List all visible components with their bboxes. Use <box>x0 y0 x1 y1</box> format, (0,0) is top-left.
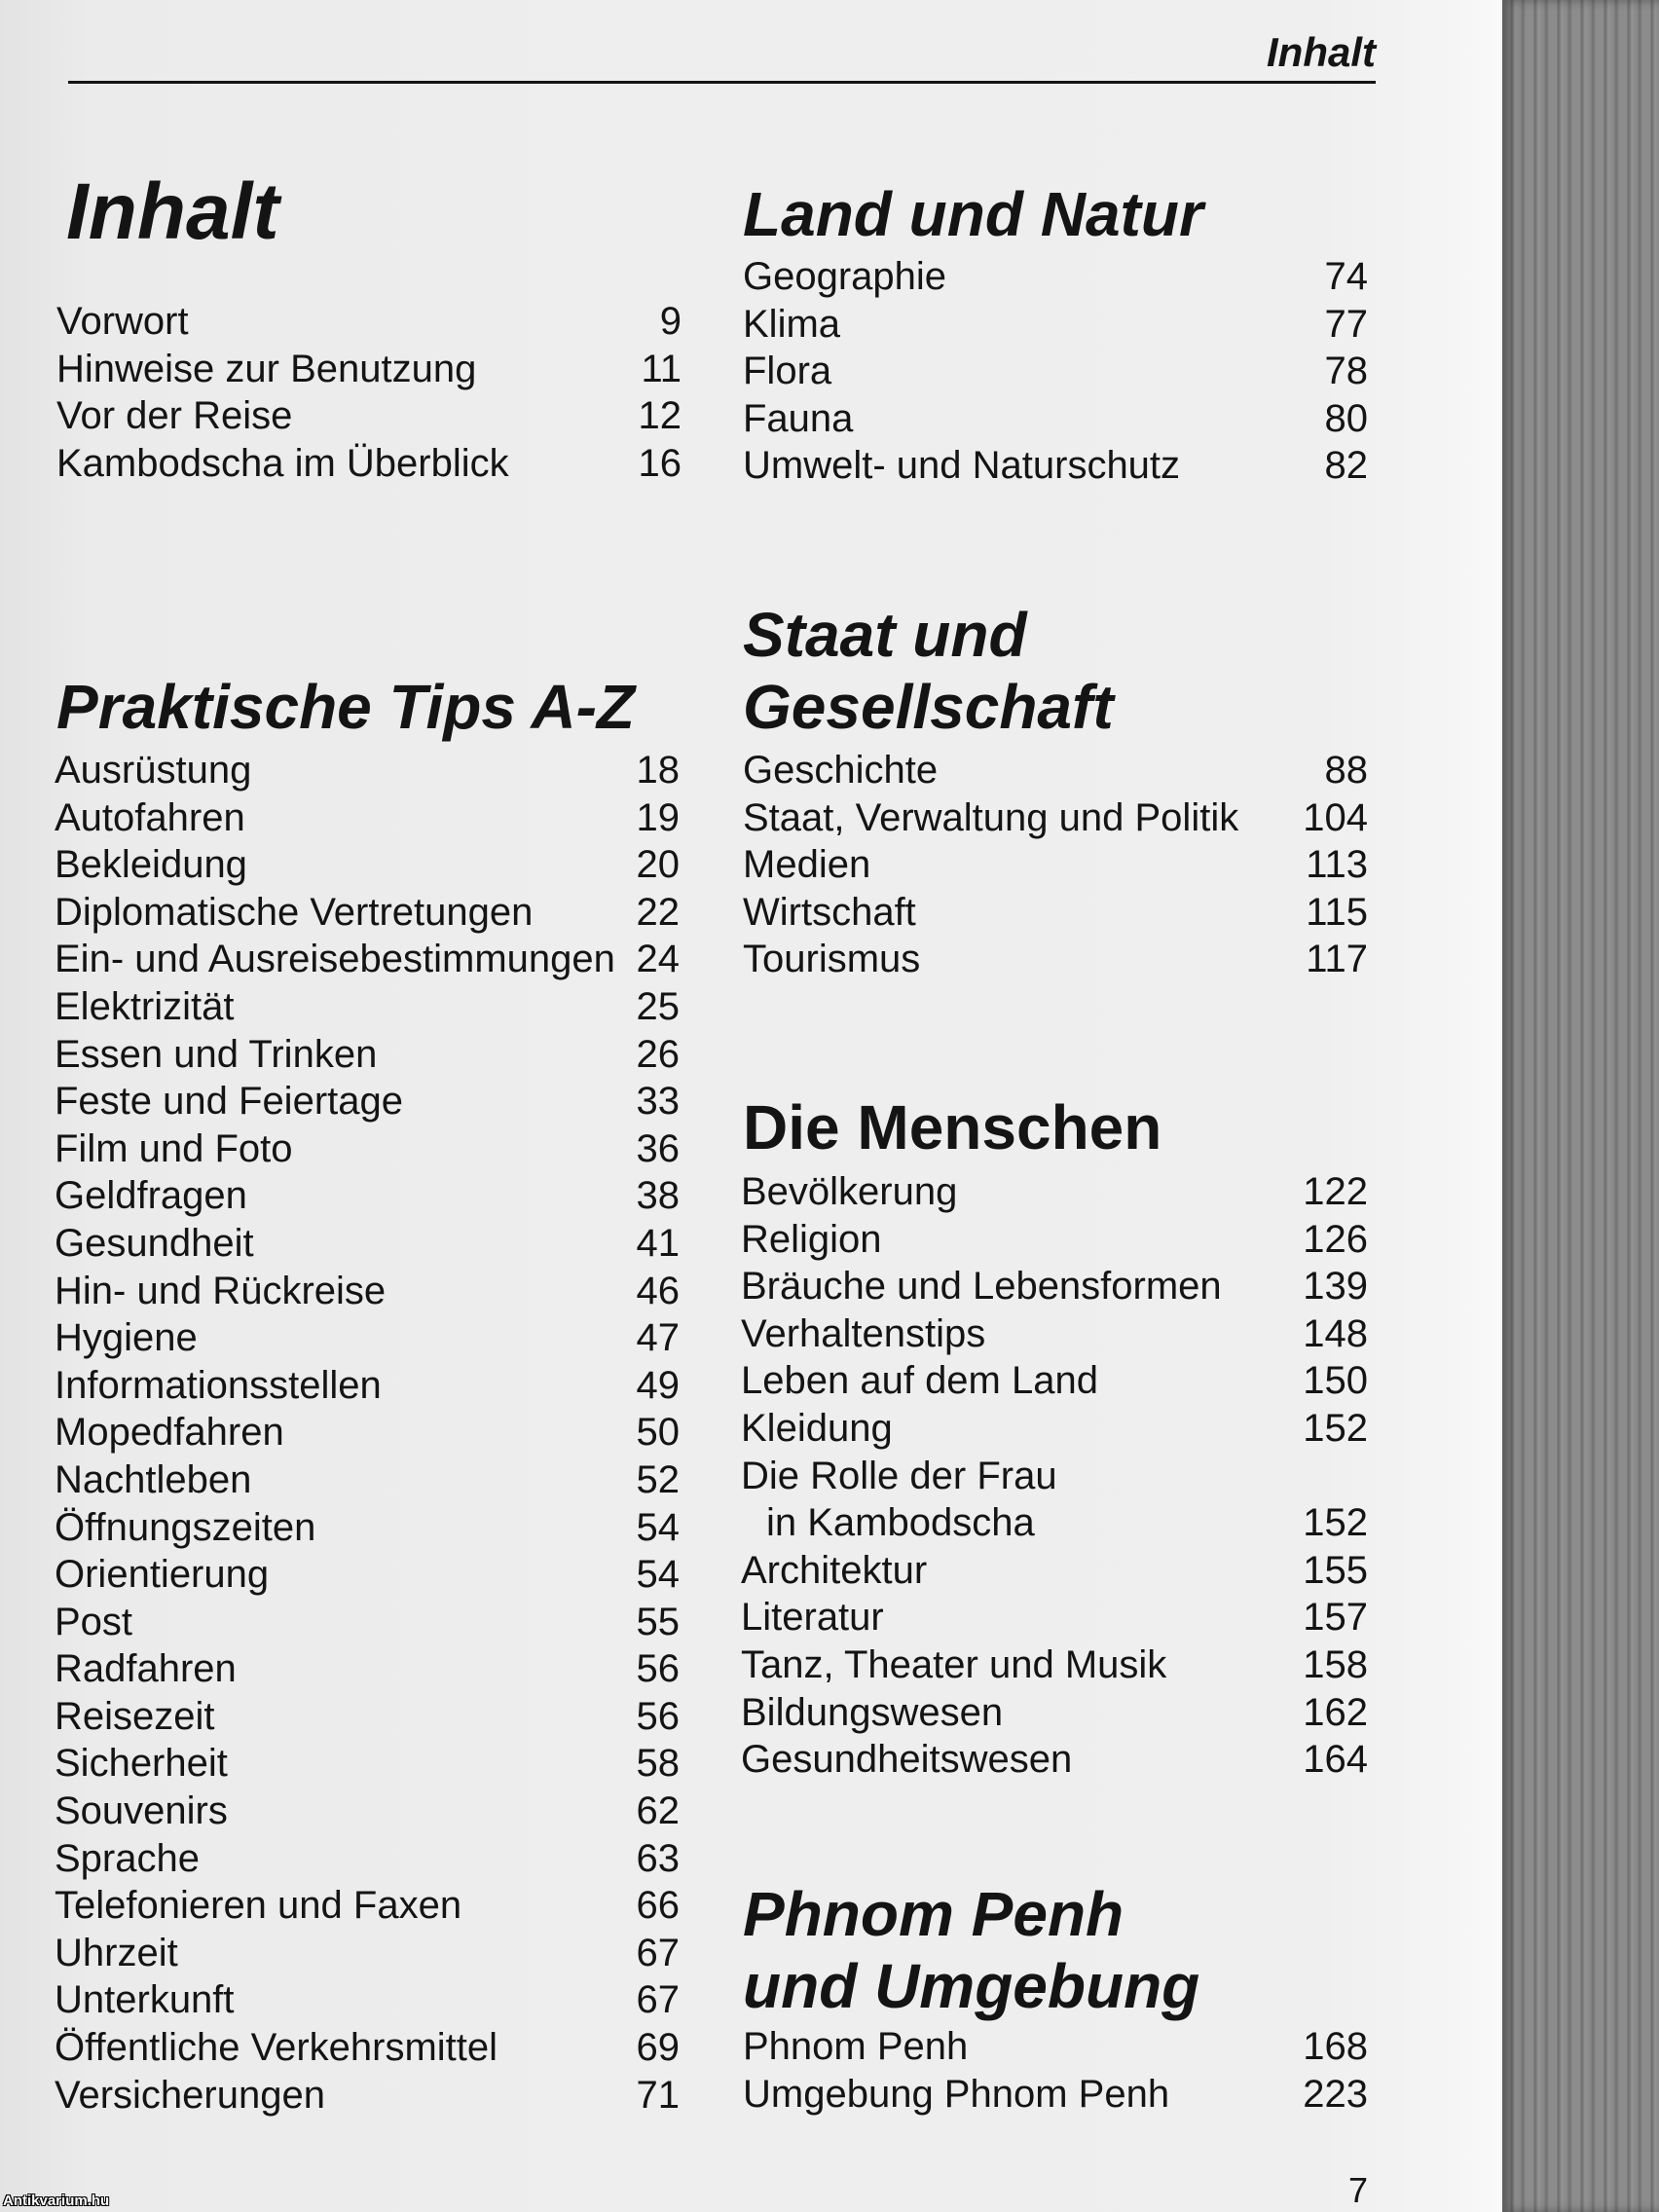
entry-page: 71 <box>636 2073 680 2117</box>
entry-title: Hygiene <box>55 1316 198 1360</box>
entry-title: Geographie <box>743 255 947 298</box>
entry-title: Bräuche und Lebensformen <box>741 1265 1222 1309</box>
entry-page: 113 <box>1306 843 1368 887</box>
entry-page: 157 <box>1303 1596 1368 1640</box>
entry-page: 46 <box>636 1269 680 1312</box>
toc-entry <box>743 2071 1368 2119</box>
entry-title: Die Rolle der Frau <box>741 1454 1057 1497</box>
toc-entry <box>55 1456 680 1504</box>
toc-entry <box>55 1599 680 1646</box>
toc-entry <box>741 1547 1368 1595</box>
entry-title: Fauna <box>743 396 854 440</box>
entry-title: Sprache <box>55 1836 200 1880</box>
toc-entry <box>56 440 682 488</box>
entry-page: 62 <box>636 1789 680 1833</box>
entry-page: 67 <box>636 1931 680 1974</box>
toc-entry <box>55 936 680 983</box>
entry-title: Gesundheitswesen <box>741 1738 1073 1782</box>
toc-entry <box>741 1357 1368 1405</box>
entry-title: Öffentliche Verkehrsmittel <box>55 2026 498 2070</box>
entry-page: 52 <box>636 1457 680 1501</box>
entry-title: Flora <box>743 350 832 393</box>
toc-entry <box>741 1641 1368 1689</box>
toc-entry <box>55 1031 680 1079</box>
entry-page: 74 <box>1324 255 1368 298</box>
toc-entry <box>743 348 1368 395</box>
entry-page: 24 <box>636 938 680 981</box>
toc-entry <box>55 1362 680 1410</box>
entry-title: Umgebung Phnom Penh <box>743 2072 1170 2116</box>
entry-title: Verhaltenstips <box>741 1311 986 1355</box>
staat-und-gesellschaft-list <box>743 747 1368 983</box>
entry-title: Reisezeit <box>55 1694 215 1738</box>
toc-entry <box>741 1689 1368 1737</box>
entry-title: Orientierung <box>55 1553 270 1597</box>
entry-page: 162 <box>1303 1690 1368 1734</box>
heading-line: Gesellschaft <box>743 672 1114 742</box>
toc-entry <box>743 395 1368 443</box>
entry-page: 63 <box>636 1836 680 1880</box>
toc-entry <box>741 1263 1368 1310</box>
entry-page: 22 <box>636 890 680 934</box>
entry-page: 67 <box>636 1978 680 2022</box>
entry-title: Ausrüstung <box>55 749 252 792</box>
toc-entry <box>55 1172 680 1220</box>
toc-entry <box>743 889 1368 937</box>
entry-page: 82 <box>1324 444 1368 488</box>
entry-title: Bevölkerung <box>741 1170 958 1213</box>
entry-page: 78 <box>1324 350 1368 393</box>
toc-entry <box>55 2024 680 2072</box>
toc-entry <box>743 301 1368 349</box>
toc-entry <box>55 1976 680 2024</box>
entry-title: Vorwort <box>56 300 189 343</box>
entry-page: 69 <box>636 2026 680 2070</box>
entry-title: Kleidung <box>741 1406 893 1450</box>
heading-line: und Umgebung <box>743 1951 1200 2021</box>
toc-title: Inhalt <box>66 167 279 256</box>
entry-page: 58 <box>636 1742 680 1786</box>
entry-title: Klima <box>743 302 841 346</box>
entry-title: Gesundheit <box>55 1221 254 1265</box>
entry-title: Wirtschaft <box>743 890 916 934</box>
entry-page: 56 <box>636 1694 680 1738</box>
entry-page: 47 <box>636 1316 680 1360</box>
entry-page: 56 <box>636 1647 680 1691</box>
entry-page: 168 <box>1303 2025 1368 2068</box>
toc-entry <box>55 1078 680 1125</box>
entry-page: 12 <box>638 394 682 438</box>
toc-entry <box>741 1216 1368 1264</box>
toc-entry <box>55 1693 680 1741</box>
entry-title: Medien <box>743 843 871 887</box>
toc-entry <box>741 1310 1368 1358</box>
entry-page: 54 <box>636 1505 680 1549</box>
heading-line: Phnom Penh <box>743 1879 1124 1949</box>
entry-title: Autofahren <box>55 795 245 839</box>
entry-title: Radfahren <box>55 1647 237 1691</box>
toc-entry <box>55 1788 680 1835</box>
toc-entry <box>56 392 682 440</box>
entry-page: 117 <box>1306 938 1368 981</box>
entry-page: 55 <box>636 1600 680 1643</box>
toc-entry <box>741 1453 1368 1500</box>
toc-entry <box>743 2023 1368 2071</box>
entry-page: 152 <box>1303 1501 1368 1545</box>
entry-title: Informationsstellen <box>55 1363 382 1407</box>
entry-page: 126 <box>1303 1217 1368 1261</box>
entry-page: 18 <box>636 749 680 792</box>
toc-entry <box>55 1882 680 1930</box>
entry-page: 150 <box>1303 1359 1368 1403</box>
entry-page: 77 <box>1324 302 1368 346</box>
entry-title: Geschichte <box>743 749 939 792</box>
scan-background <box>1502 0 1659 2212</box>
entry-page: 11 <box>641 347 682 390</box>
entry-page: 26 <box>636 1032 680 1076</box>
running-header: Inhalt <box>1267 29 1376 75</box>
entry-title: Religion <box>741 1217 882 1261</box>
entry-page: 36 <box>636 1126 680 1170</box>
toc-entry <box>55 1409 680 1456</box>
toc-entry <box>56 346 682 393</box>
toc-entry <box>741 1168 1368 1216</box>
toc-entry <box>741 1736 1368 1784</box>
entry-page: 9 <box>659 300 682 343</box>
entry-page: 41 <box>636 1221 680 1265</box>
toc-entry <box>741 1594 1368 1641</box>
entry-page: 158 <box>1303 1642 1368 1686</box>
entry-page: 122 <box>1303 1170 1368 1213</box>
entry-title: Feste und Feiertage <box>55 1080 403 1124</box>
entry-title: Post <box>55 1600 133 1643</box>
entry-page: 38 <box>636 1174 680 1218</box>
entry-title: Umwelt- und Naturschutz <box>743 444 1181 488</box>
entry-title: Sicherheit <box>55 1742 228 1786</box>
toc-entry <box>743 936 1368 983</box>
entry-title: Bekleidung <box>55 843 247 887</box>
entry-title: Kambodscha im Überblick <box>56 441 509 485</box>
toc-entry <box>55 1551 680 1599</box>
entry-page: 148 <box>1303 1311 1368 1355</box>
entry-page: 20 <box>636 843 680 887</box>
front-matter-list <box>56 298 682 487</box>
entry-page: 115 <box>1306 890 1368 934</box>
entry-title: Uhrzeit <box>55 1931 178 1974</box>
section-heading-land-und-natur: Land und Natur <box>743 179 1203 249</box>
entry-page: 19 <box>636 795 680 839</box>
entry-title: Hinweise zur Benutzung <box>56 347 477 390</box>
entry-title: Tanz, Theater und Musik <box>741 1642 1167 1686</box>
toc-entry <box>55 841 680 889</box>
entry-page: 25 <box>636 984 680 1028</box>
toc-entry <box>743 253 1368 301</box>
entry-title: Staat, Verwaltung und Politik <box>743 795 1239 839</box>
entry-title: Elektrizität <box>55 984 235 1028</box>
entry-title: Geldfragen <box>55 1174 247 1218</box>
entry-title: Versicherungen <box>55 2073 325 2117</box>
toc-entry <box>743 841 1368 889</box>
section-heading-phnom-penh <box>743 1878 1199 2022</box>
entry-title: Mopedfahren <box>55 1411 284 1455</box>
toc-entry <box>55 1504 680 1552</box>
die-menschen-list <box>741 1168 1368 1784</box>
entry-title: Essen und Trinken <box>55 1032 378 1076</box>
toc-entry <box>55 1220 680 1268</box>
phnom-penh-list <box>743 2023 1368 2118</box>
entry-title: Vor der Reise <box>56 394 293 438</box>
entry-page: 80 <box>1324 396 1368 440</box>
toc-entry <box>55 983 680 1031</box>
entry-title: Ein- und Ausreisebestimmungen <box>55 938 615 981</box>
toc-entry <box>55 889 680 937</box>
entry-page: 16 <box>638 441 682 485</box>
entry-title: Diplomatische Vertretungen <box>55 890 534 934</box>
entry-title: Hin- und Rückreise <box>55 1269 387 1312</box>
entry-title: Architektur <box>741 1548 928 1592</box>
heading-line: Staat und <box>743 600 1027 670</box>
entry-title: Souvenirs <box>55 1789 228 1833</box>
entry-title: Nachtleben <box>55 1457 252 1501</box>
toc-entry <box>55 1125 680 1173</box>
entry-title: Literatur <box>741 1596 884 1640</box>
land-und-natur-list <box>743 253 1368 490</box>
toc-entry <box>55 1835 680 1883</box>
toc-entry <box>55 794 680 842</box>
entry-page: 88 <box>1324 749 1368 792</box>
toc-entry <box>55 1645 680 1693</box>
toc-entry <box>56 298 682 346</box>
toc-entry <box>55 1268 680 1315</box>
toc-entry <box>741 1405 1368 1453</box>
entry-page: 104 <box>1303 795 1368 839</box>
entry-page: 164 <box>1303 1738 1368 1782</box>
entry-title: Tourismus <box>743 938 921 981</box>
section-heading-die-menschen: Die Menschen <box>743 1092 1162 1162</box>
entry-page: 139 <box>1303 1265 1368 1309</box>
entry-title: Bildungswesen <box>741 1690 1004 1734</box>
toc-entry <box>55 747 680 794</box>
entry-title: Leben auf dem Land <box>741 1359 1098 1403</box>
entry-title: Unterkunft <box>55 1978 235 2022</box>
entry-page: 66 <box>636 1884 680 1928</box>
toc-entry <box>55 1930 680 1977</box>
page-number: 7 <box>1347 2170 1368 2210</box>
toc-entry-continuation <box>741 1499 1368 1547</box>
entry-title-continuation: in Kambodscha <box>766 1501 1035 1545</box>
section-heading-staat-und-gesellschaft <box>743 599 1114 743</box>
toc-entry <box>55 2072 680 2120</box>
praktische-tips-list <box>55 747 680 2119</box>
toc-entry <box>743 442 1368 490</box>
entry-page: 152 <box>1303 1406 1368 1450</box>
entry-title: Öffnungszeiten <box>55 1505 316 1549</box>
header-rule <box>68 81 1376 84</box>
toc-entry <box>743 747 1368 794</box>
entry-page: 50 <box>636 1411 680 1455</box>
toc-entry <box>743 794 1368 842</box>
entry-page: 33 <box>636 1080 680 1124</box>
entry-page: 49 <box>636 1363 680 1407</box>
entry-title: Film und Foto <box>55 1126 293 1170</box>
entry-title: Phnom Penh <box>743 2025 969 2068</box>
watermark: Antikvarium.hu <box>3 2193 110 2209</box>
entry-page: 54 <box>636 1553 680 1597</box>
toc-entry <box>55 1314 680 1362</box>
entry-page: 155 <box>1303 1548 1368 1592</box>
entry-page: 223 <box>1303 2072 1368 2116</box>
toc-entry <box>55 1740 680 1788</box>
section-heading-praktische-tips: Praktische Tips A-Z <box>56 672 635 742</box>
entry-title: Telefonieren und Faxen <box>55 1884 462 1928</box>
